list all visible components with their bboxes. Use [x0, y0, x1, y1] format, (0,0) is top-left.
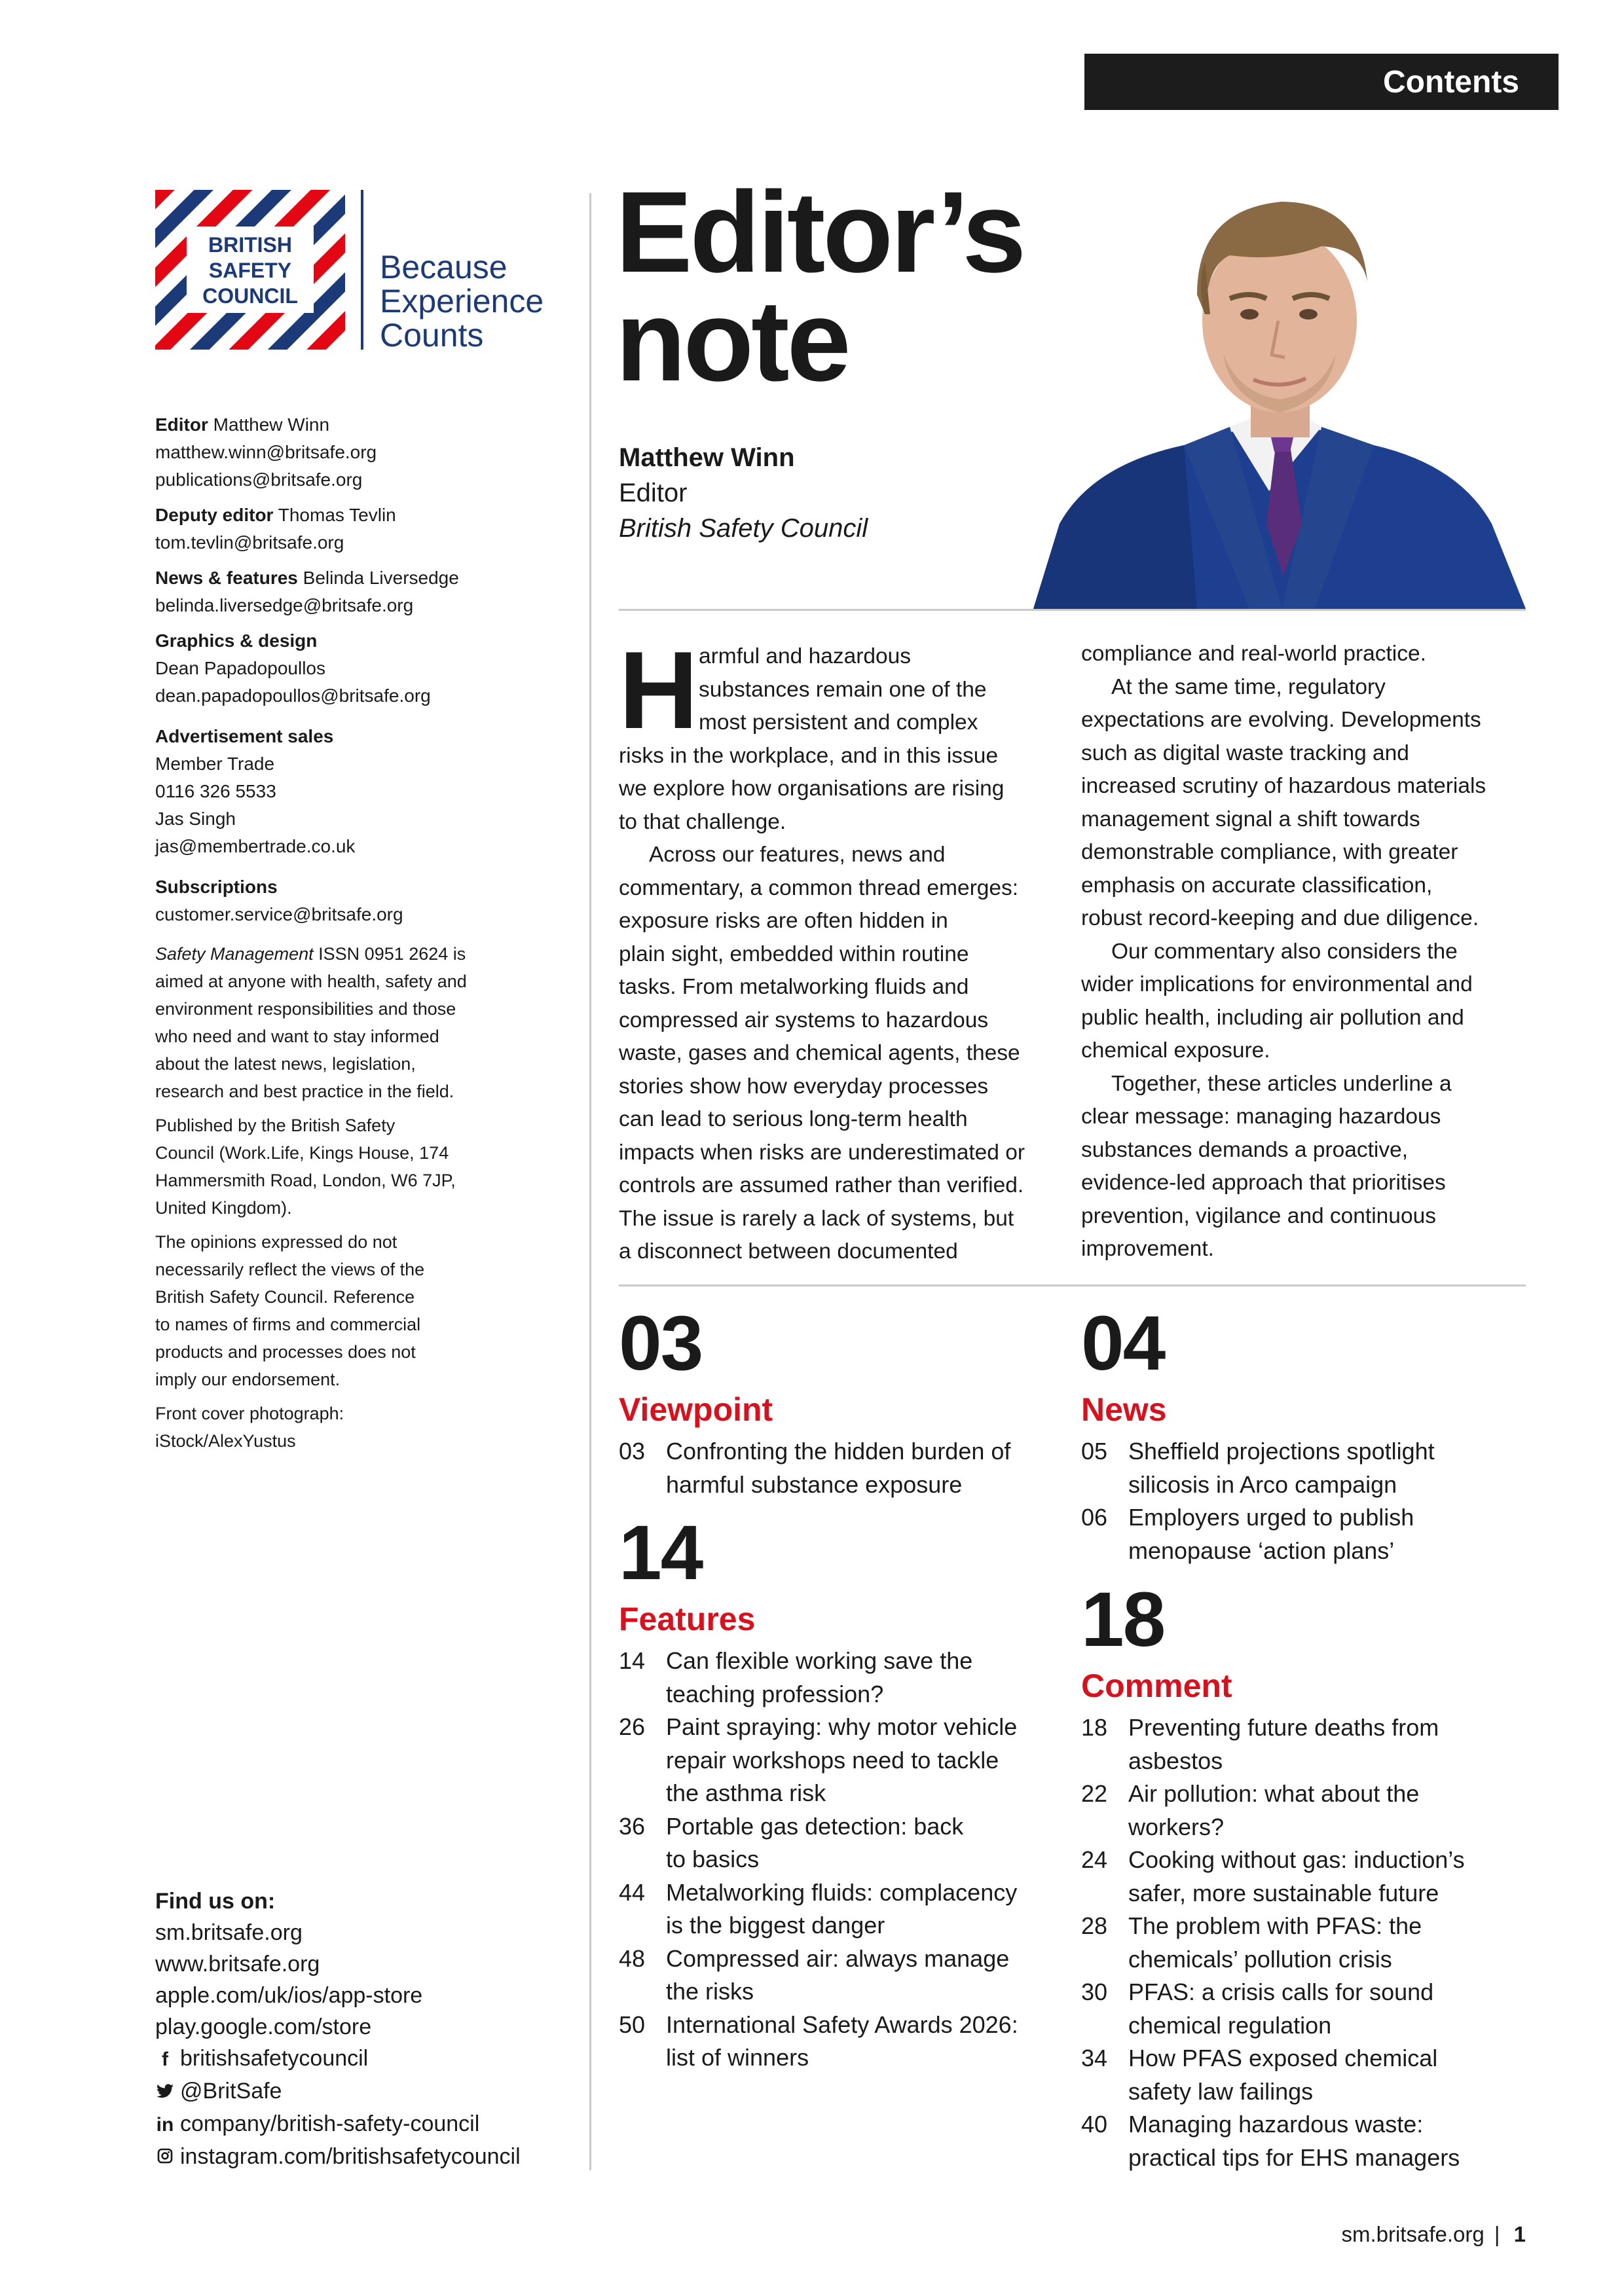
- article-line: compressed air systems to hazardous: [619, 1008, 989, 1032]
- section-comment: [1081, 1576, 1526, 2174]
- article-line: exposure risks are often hidden in: [619, 909, 948, 933]
- page-footer: [1341, 2222, 1526, 2247]
- item-page: 06: [1081, 1504, 1108, 1531]
- article-line: plain sight, embedded within routine: [619, 941, 969, 966]
- section-items: [1081, 1435, 1526, 1567]
- credit-news: [155, 564, 574, 619]
- credit-label: Editor: [155, 414, 208, 435]
- item-title: Paint spraying: why motor vehicle: [666, 1713, 1018, 1740]
- item-title: Metalworking fluids: complacency: [666, 1878, 1018, 1906]
- item-title: teaching profession?: [666, 1680, 884, 1707]
- item-title: Air pollution: what about the: [1128, 1780, 1420, 1807]
- section-items: [619, 1435, 1064, 1501]
- british-safety-council-logo: [155, 190, 548, 354]
- item-title: menopause ‘action plans’: [1128, 1537, 1395, 1564]
- deputy-email-link[interactable]: tom.tevlin@britsafe.org: [155, 532, 344, 553]
- item-title: list of winners: [666, 2044, 809, 2071]
- linkedin-icon: in: [156, 2114, 174, 2136]
- credit-name: Thomas Tevlin: [278, 505, 396, 525]
- credit-name: Dean Papadopoullos: [155, 658, 325, 678]
- article-line: to that challenge.: [619, 809, 786, 834]
- item-page: 44: [619, 1878, 646, 1906]
- item-title: chemical regulation: [1128, 2011, 1332, 2039]
- article-line: substances remain one of the: [699, 677, 987, 702]
- article-line: impacts when risks are underestimated or: [619, 1140, 1025, 1165]
- find-us-block: [155, 1886, 587, 2174]
- header-rule: [619, 609, 1526, 611]
- article-line: increased scrutiny of hazardous materials: [1081, 774, 1486, 798]
- article-column-1: [619, 629, 1058, 1269]
- contents-tab[interactable]: [1084, 54, 1559, 110]
- item-page: 28: [1081, 1912, 1108, 1939]
- item-page: 05: [1081, 1438, 1108, 1465]
- section-number: 18: [1081, 1576, 1165, 1663]
- contents-item[interactable]: [619, 2009, 1064, 2075]
- article-line: compliance and real-world practice.: [1081, 642, 1426, 666]
- social-facebook[interactable]: [155, 2043, 587, 2075]
- item-page: 03: [619, 1438, 646, 1465]
- page-title: [616, 168, 1024, 405]
- credit-name: Matthew Winn: [213, 414, 330, 435]
- ads-phone: 0116 326 5533: [155, 781, 276, 801]
- about-line: about the latest news, legislation,: [155, 1054, 416, 1074]
- about-text: [155, 940, 574, 1105]
- credit-graphics: [155, 627, 574, 710]
- article-line: a disconnect between documented: [619, 1239, 958, 1264]
- logo-tagline: [380, 250, 544, 352]
- item-title: workers?: [1128, 1813, 1225, 1840]
- about-line: research and best practice in the field.: [155, 1082, 454, 1101]
- publisher-text: [155, 1112, 574, 1222]
- section-number: 14: [619, 1510, 703, 1596]
- wordmark-line-3: COUNCIL: [202, 284, 298, 308]
- disclaimer-line: British Safety Council. Reference: [155, 1287, 415, 1307]
- section-heading[interactable]: Comment: [1081, 1667, 1232, 1704]
- footer-site-link[interactable]: sm.britsafe.org: [1341, 2222, 1485, 2246]
- credit-label: Subscriptions: [155, 877, 278, 897]
- facebook-icon: f: [162, 2049, 168, 2070]
- drop-cap: H: [619, 629, 699, 752]
- social-text: @BritSafe: [180, 2079, 282, 2104]
- publisher-line: Council (Work.Life, Kings House, 174: [155, 1143, 449, 1163]
- item-page: 40: [1081, 2111, 1108, 2138]
- editor-byline: [619, 440, 868, 546]
- item-title: safety law failings: [1128, 2077, 1314, 2105]
- article-line: stories show how everyday processes: [619, 1074, 989, 1099]
- publisher-line: Published by the British Safety: [155, 1116, 396, 1135]
- logo-stripe-mark: [155, 190, 345, 350]
- publications-email-link[interactable]: publications@britsafe.org: [155, 469, 363, 490]
- contents-item[interactable]: [619, 1711, 1064, 1810]
- item-title: International Safety Awards 2026:: [666, 2011, 1018, 2038]
- article-line: Across our features, news and: [649, 843, 946, 867]
- article-line: The issue is rarely a lack of systems, but: [619, 1206, 1014, 1231]
- wordmark-line-2: SAFETY: [208, 259, 292, 282]
- contents-item[interactable]: [619, 1645, 1064, 1711]
- item-title: to basics: [666, 1846, 760, 1872]
- item-title: asbestos: [1128, 1747, 1223, 1774]
- item-page: 34: [1081, 2045, 1108, 2071]
- item-title: chemicals’ pollution crisis: [1128, 1945, 1392, 1973]
- article-line: Together, these articles underline a: [1111, 1071, 1452, 1096]
- item-title: harmful substance exposure: [666, 1470, 963, 1498]
- section-viewpoint: [619, 1300, 1064, 1501]
- social-instagram[interactable]: [155, 2141, 587, 2174]
- item-title: PFAS: a crisis calls for sound: [1128, 1978, 1434, 2005]
- section-items: [1081, 1711, 1526, 2174]
- link-britsafe[interactable]: www.britsafe.org: [155, 1952, 320, 1977]
- byline-role: Editor: [619, 479, 688, 507]
- article-line: expectations are evolving. Developments: [1081, 708, 1481, 732]
- editor-email-link[interactable]: matthew.winn@britsafe.org: [155, 442, 377, 462]
- byline-org: British Safety Council: [619, 514, 868, 543]
- article-line: robust record-keeping and due diligence.: [1081, 906, 1479, 930]
- wordmark-line-1: BRITISH: [208, 233, 292, 257]
- item-title: the asthma risk: [666, 1779, 826, 1806]
- editor-portrait: [1033, 183, 1526, 609]
- article-line: such as digital waste tracking and: [1081, 740, 1409, 765]
- title-line: note: [616, 277, 849, 405]
- disclaimer-text: [155, 1228, 574, 1393]
- article-line: most persistent and complex: [699, 710, 978, 735]
- tagline-line: Counts: [380, 317, 484, 354]
- credit-label: News & features: [155, 568, 298, 588]
- about-line: ISSN 0951 2624 is: [313, 944, 466, 964]
- publication-name: Safety Management: [155, 944, 314, 964]
- credit-label: Deputy editor: [155, 505, 274, 525]
- publisher-line: Hammersmith Road, London, W6 7JP,: [155, 1171, 456, 1190]
- disclaimer-line: imply our endorsement.: [155, 1370, 341, 1389]
- contents-item[interactable]: [619, 1435, 1064, 1501]
- page-number: 1: [1513, 2222, 1526, 2246]
- title-line: Editor’s: [616, 168, 1024, 297]
- tagline-line: Experience: [380, 283, 544, 319]
- masthead-credits: [155, 411, 574, 1461]
- contents-label: Contents: [1383, 65, 1519, 100]
- item-page: 14: [619, 1647, 646, 1674]
- item-page: 36: [619, 1812, 646, 1840]
- social-linkedin[interactable]: [155, 2108, 587, 2141]
- ads-line: Member Trade: [155, 754, 275, 774]
- article-line: Our commentary also considers the: [1111, 939, 1458, 964]
- contents-item[interactable]: [1081, 1910, 1526, 1976]
- link-sm-britsafe[interactable]: sm.britsafe.org: [155, 1920, 303, 1945]
- article-line: tasks. From metalworking fluids and: [619, 975, 969, 999]
- article-line: commentary, a common thread emerges:: [619, 875, 1019, 900]
- section-number: 03: [619, 1300, 703, 1387]
- article-line: we explore how organisations are rising: [619, 776, 1005, 801]
- credit-editor: [155, 411, 574, 494]
- item-page: 18: [1081, 1714, 1108, 1741]
- article-line: public health, including air pollution and: [1081, 1005, 1464, 1030]
- credit-subscriptions: [155, 873, 574, 928]
- find-us-heading: Find us on:: [155, 1889, 276, 1914]
- item-title: silicosis in Arco campaign: [1128, 1470, 1397, 1498]
- item-title: Cooking without gas: induction’s: [1128, 1846, 1465, 1873]
- social-text: company/british-safety-council: [180, 2111, 480, 2136]
- item-title: Managing hazardous waste:: [1128, 2111, 1424, 2138]
- logo-divider: [361, 190, 363, 350]
- contents-item[interactable]: [1081, 1435, 1526, 1501]
- contents-item[interactable]: [1081, 1976, 1526, 2042]
- item-page: 26: [619, 1713, 646, 1740]
- cover-credit-line: iStock/AlexYustus: [155, 1431, 296, 1451]
- item-page: 50: [619, 2011, 646, 2038]
- item-title: Employers urged to publish: [1128, 1504, 1414, 1531]
- disclaimer-line: products and processes does not: [155, 1342, 416, 1362]
- ads-email-link[interactable]: jas@membertrade.co.uk: [155, 836, 356, 856]
- link-play-store[interactable]: play.google.com/store: [155, 2014, 372, 2039]
- section-features: [619, 1510, 1064, 2075]
- instagram-icon: [155, 2142, 175, 2174]
- article-line: risks in the workplace, and in this issue: [619, 743, 999, 768]
- cover-credit-line: Front cover photograph:: [155, 1404, 344, 1423]
- disclaimer-line: to names of firms and commercial: [155, 1315, 421, 1334]
- contents-item[interactable]: [1081, 2108, 1526, 2174]
- social-text: instagram.com/britishsafetycouncil: [180, 2144, 521, 2169]
- item-page: 30: [1081, 1978, 1108, 2005]
- contents-item[interactable]: [619, 1810, 1064, 1876]
- item-title: Can flexible working save the: [666, 1647, 973, 1674]
- article-line: waste, gases and chemical agents, these: [619, 1041, 1020, 1065]
- contents-item[interactable]: [1081, 1711, 1526, 1777]
- twitter-icon: [155, 2077, 175, 2108]
- section-number: 04: [1081, 1300, 1165, 1387]
- item-title: Portable gas detection: back: [666, 1812, 964, 1840]
- article-line: can lead to serious long-term health: [619, 1107, 968, 1131]
- contents-item[interactable]: [1081, 2042, 1526, 2108]
- article-line: demonstrable compliance, with greater: [1081, 840, 1458, 864]
- about-line: environment responsibilities and those: [155, 999, 456, 1019]
- item-title: is the biggest danger: [666, 1912, 885, 1939]
- article-line: prevention, vigilance and continuous: [1081, 1203, 1436, 1228]
- item-page: 48: [619, 1944, 646, 1972]
- social-text: britishsafetycouncil: [180, 2046, 369, 2071]
- publisher-line: United Kingdom).: [155, 1198, 292, 1218]
- credit-label: Graphics & design: [155, 630, 318, 651]
- contents-item[interactable]: [1081, 1501, 1526, 1567]
- subscriptions-email-link[interactable]: customer.service@britsafe.org: [155, 904, 403, 924]
- ads-line: Jas Singh: [155, 809, 236, 829]
- link-app-store[interactable]: apple.com/uk/ios/app-store: [155, 1983, 423, 2008]
- credit-label: Advertisement sales: [155, 726, 334, 746]
- section-heading[interactable]: News: [1081, 1391, 1167, 1428]
- item-page: 22: [1081, 1780, 1108, 1807]
- article-line: armful and hazardous: [699, 644, 912, 668]
- section-items: [619, 1645, 1064, 2075]
- item-title: practical tips for EHS managers: [1128, 2143, 1460, 2171]
- item-title: Confronting the hidden burden of: [666, 1438, 1011, 1465]
- contents-item[interactable]: [619, 1942, 1064, 2009]
- article-line: evidence-led approach that prioritises: [1081, 1171, 1446, 1195]
- about-line: aimed at anyone with health, safety and: [155, 972, 467, 991]
- item-title: The problem with PFAS: the: [1128, 1912, 1422, 1939]
- article-column-2: [1081, 638, 1520, 1266]
- disclaimer-line: The opinions expressed do not: [155, 1232, 397, 1252]
- disclaimer-line: necessarily reflect the views of the: [155, 1260, 425, 1279]
- social-twitter[interactable]: [155, 2075, 587, 2108]
- tagline-line: Because: [380, 249, 507, 285]
- article-line: clear message: managing hazardous: [1081, 1104, 1441, 1129]
- byline-name: Matthew Winn: [619, 443, 795, 472]
- contents-item[interactable]: [1081, 1777, 1526, 1844]
- item-title: repair workshops need to tackle: [666, 1746, 999, 1774]
- article-line: substances demands a proactive,: [1081, 1137, 1409, 1162]
- contents-rule: [619, 1285, 1526, 1286]
- news-email-link[interactable]: belinda.liversedge@britsafe.org: [155, 595, 414, 615]
- item-title: How PFAS exposed chemical: [1128, 2045, 1438, 2071]
- item-title: Sheffield projections spotlight: [1128, 1438, 1435, 1465]
- section-heading[interactable]: Features: [619, 1601, 756, 1637]
- graphics-email-link[interactable]: dean.papadopoullos@britsafe.org: [155, 685, 431, 706]
- column-divider: [589, 193, 591, 2170]
- about-line: who need and want to stay informed: [155, 1027, 439, 1046]
- item-title: the risks: [666, 1978, 754, 2005]
- article-line: improvement.: [1081, 1237, 1214, 1261]
- footer-separator: |: [1494, 2222, 1500, 2246]
- credit-ads: [155, 723, 574, 860]
- credit-name: Belinda Liversedge: [303, 568, 459, 588]
- credit-deputy: [155, 501, 574, 556]
- item-title: Preventing future deaths from: [1128, 1714, 1439, 1741]
- item-title: Compressed air: always manage: [666, 1944, 1010, 1972]
- article-line: At the same time, regulatory: [1111, 674, 1386, 699]
- article-line: emphasis on accurate classification,: [1081, 873, 1433, 898]
- article-line: management signal a shift towards: [1081, 807, 1420, 831]
- item-title: safer, more sustainable future: [1128, 1879, 1439, 1906]
- article-line: chemical exposure.: [1081, 1038, 1270, 1063]
- cover-credit: [155, 1400, 574, 1455]
- contents-item[interactable]: [619, 1876, 1064, 1942]
- article-line: controls are assumed rather than verified.: [619, 1173, 1024, 1197]
- article-line: wider implications for environmental and: [1081, 972, 1473, 996]
- section-news: [1081, 1300, 1526, 1567]
- item-page: 24: [1081, 1846, 1108, 1873]
- contents-item[interactable]: [1081, 1844, 1526, 1910]
- section-heading[interactable]: Viewpoint: [619, 1391, 773, 1428]
